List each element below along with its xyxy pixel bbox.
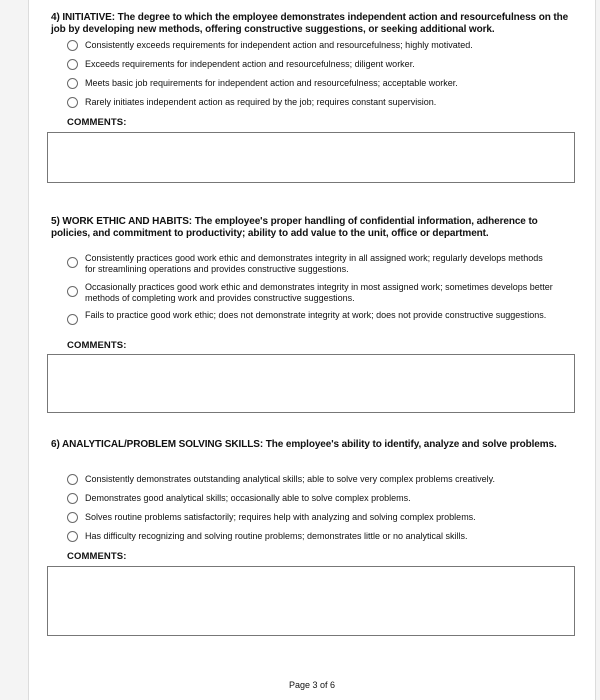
work-ethic-comments-label: COMMENTS: bbox=[67, 340, 127, 351]
option-label: Fails to practice good work ethic; does not demonstrate integrity at work; does not provide constructive suggestions. bbox=[85, 310, 547, 320]
option-label: Consistently exceeds requirements for independent action and resourcefulness; highly motivated. bbox=[85, 40, 473, 50]
radio-button[interactable] bbox=[67, 493, 78, 504]
analytical-comments-label: COMMENTS: bbox=[67, 551, 127, 562]
radio-button[interactable] bbox=[67, 40, 78, 51]
initiative-heading: 4) INITIATIVE: The degree to which the employee demonstrates independent action and resourcefulness on the job by developing new methods, offering constructive suggestions, or seeking additional work. bbox=[51, 12, 569, 35]
initiative-comments-label: COMMENTS: bbox=[67, 117, 127, 128]
work-ethic-heading: 5) WORK ETHIC AND HABITS: The employee's proper handling of confidential information, adherence to policies, and commitment to productivity; ability to add value to the unit, office or department. bbox=[51, 216, 538, 239]
option-label: Rarely initiates independent action as required by the job; requires constant supervision. bbox=[85, 97, 437, 107]
option-label: Exceeds requirements for independent action and resourcefulness; diligent worker. bbox=[85, 59, 415, 69]
option-label: Consistently demonstrates outstanding analytical skills; able to solve very complex problems creatively. bbox=[85, 474, 496, 484]
radio-button[interactable] bbox=[67, 474, 78, 485]
initiative-comments-box[interactable] bbox=[47, 132, 575, 183]
analytical-comments-box[interactable] bbox=[47, 566, 575, 636]
radio-button[interactable] bbox=[67, 286, 78, 297]
radio-button[interactable] bbox=[67, 512, 78, 523]
radio-button[interactable] bbox=[67, 314, 78, 325]
option-label: Meets basic job requirements for independent action and resourcefulness; acceptable worker. bbox=[85, 78, 458, 88]
option-label: Consistently practices good work ethic and demonstrates integrity in all assigned work; regularly develops methods for streamlining operations and provides constructive suggestions. bbox=[85, 253, 543, 274]
option-label: Occasionally practices good work ethic and demonstrates integrity in most assigned work; sometimes develops better methods of completing work and provides constructive suggestions. bbox=[85, 282, 553, 303]
document-page bbox=[28, 0, 596, 700]
option-label: Has difficulty recognizing and solving routine problems; demonstrates little or no analytical skills. bbox=[85, 531, 468, 541]
radio-button[interactable] bbox=[67, 97, 78, 108]
analytical-heading: 6) ANALYTICAL/PROBLEM SOLVING SKILLS: The employee's ability to identify, analyze and solve problems. bbox=[51, 439, 557, 450]
option-label: Solves routine problems satisfactorily; requires help with analyzing and solving complex problems. bbox=[85, 512, 476, 522]
work-ethic-comments-box[interactable] bbox=[47, 354, 575, 413]
radio-button[interactable] bbox=[67, 78, 78, 89]
page-number: Page 3 of 6 bbox=[288, 680, 336, 690]
radio-button[interactable] bbox=[67, 531, 78, 542]
radio-button[interactable] bbox=[67, 59, 78, 70]
option-label: Demonstrates good analytical skills; occasionally able to solve complex problems. bbox=[85, 493, 411, 503]
radio-button[interactable] bbox=[67, 257, 78, 268]
